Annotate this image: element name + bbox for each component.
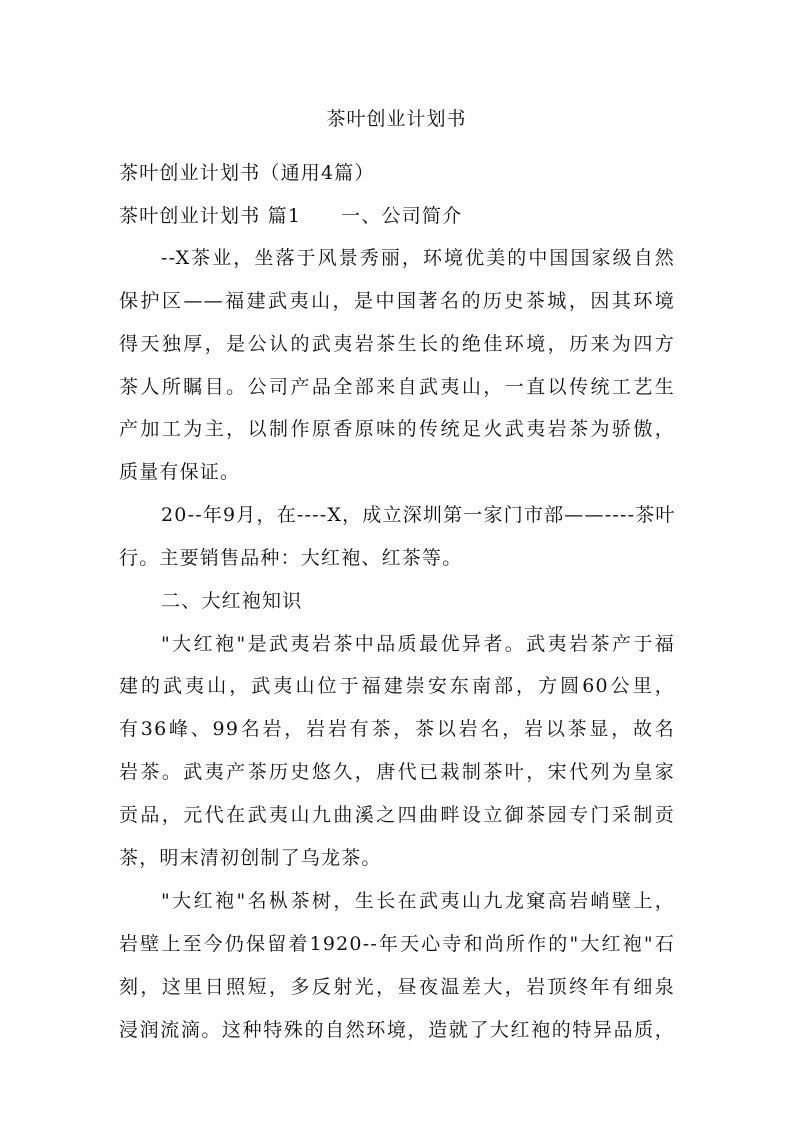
paragraph-line: --X茶业，坐落于风景秀丽，环境优美的中国国家级自然 <box>161 247 675 269</box>
document-title: 茶叶创业计划书 <box>326 108 467 130</box>
paragraph-line: 行。主要销售品种：大红袍、红茶等。 <box>119 547 463 569</box>
paragraph-line: 有36峰、99名岩，岩岩有茶，茶以岩名，岩以茶显，故名 <box>119 718 675 740</box>
chapter-label: 茶叶创业计划书 篇1 <box>119 205 302 227</box>
section-heading-dahongpao: 二、大红袍知识 <box>161 590 303 612</box>
paragraph-line: 20--年9月，在----X，成立深圳第一家门市部——----茶叶 <box>161 504 676 526</box>
paragraph-line: 产加工为主，以制作原香原味的传统足火武夷岩茶为骄傲， <box>119 418 675 440</box>
paragraph-line: 岩茶。武夷产茶历史悠久，唐代已栽制茶叶，宋代列为皇家 <box>119 761 675 783</box>
paragraph-line: 刻，这里日照短，多反射光，昼夜温差大，岩顶终年有细泉 <box>119 976 675 998</box>
document-subtitle: 茶叶创业计划书（通用4篇） <box>119 162 375 184</box>
paragraph-line: 浸润流滴。这种特殊的自然环境，造就了大红袍的特异品质， <box>119 1019 675 1041</box>
paragraph-line: 质量有保证。 <box>119 461 241 483</box>
paragraph-line: 保护区——福建武夷山，是中国著名的历史茶城，因其环境 <box>119 290 675 312</box>
paragraph-line: "大红袍"名枞茶树，生长在武夷山九龙窠高岩峭壁上， <box>161 890 675 912</box>
paragraph-line: 岩壁上至今仍保留着1920--年天心寺和尚所作的"大红袍"石 <box>119 933 675 955</box>
paragraph-line: 贡品，元代在武夷山九曲溪之四曲畔设立御茶园专门采制贡 <box>119 804 675 826</box>
section-heading-company-intro: 一、公司简介 <box>341 205 463 227</box>
paragraph-line: 建的武夷山，武夷山位于福建崇安东南部，方圆60公里， <box>119 675 675 697</box>
paragraph-line: 得天独厚，是公认的武夷岩茶生长的绝佳环境，历来为四方 <box>119 333 675 355</box>
paragraph-line: "大红袍"是武夷岩茶中品质最优异者。武夷岩茶产于福 <box>161 633 675 655</box>
paragraph-line: 茶人所瞩目。公司产品全部来自武夷山，一直以传统工艺生 <box>119 376 675 398</box>
chapter-heading-row <box>119 203 462 229</box>
paragraph-line: 茶，明末清初创制了乌龙茶。 <box>119 847 382 869</box>
